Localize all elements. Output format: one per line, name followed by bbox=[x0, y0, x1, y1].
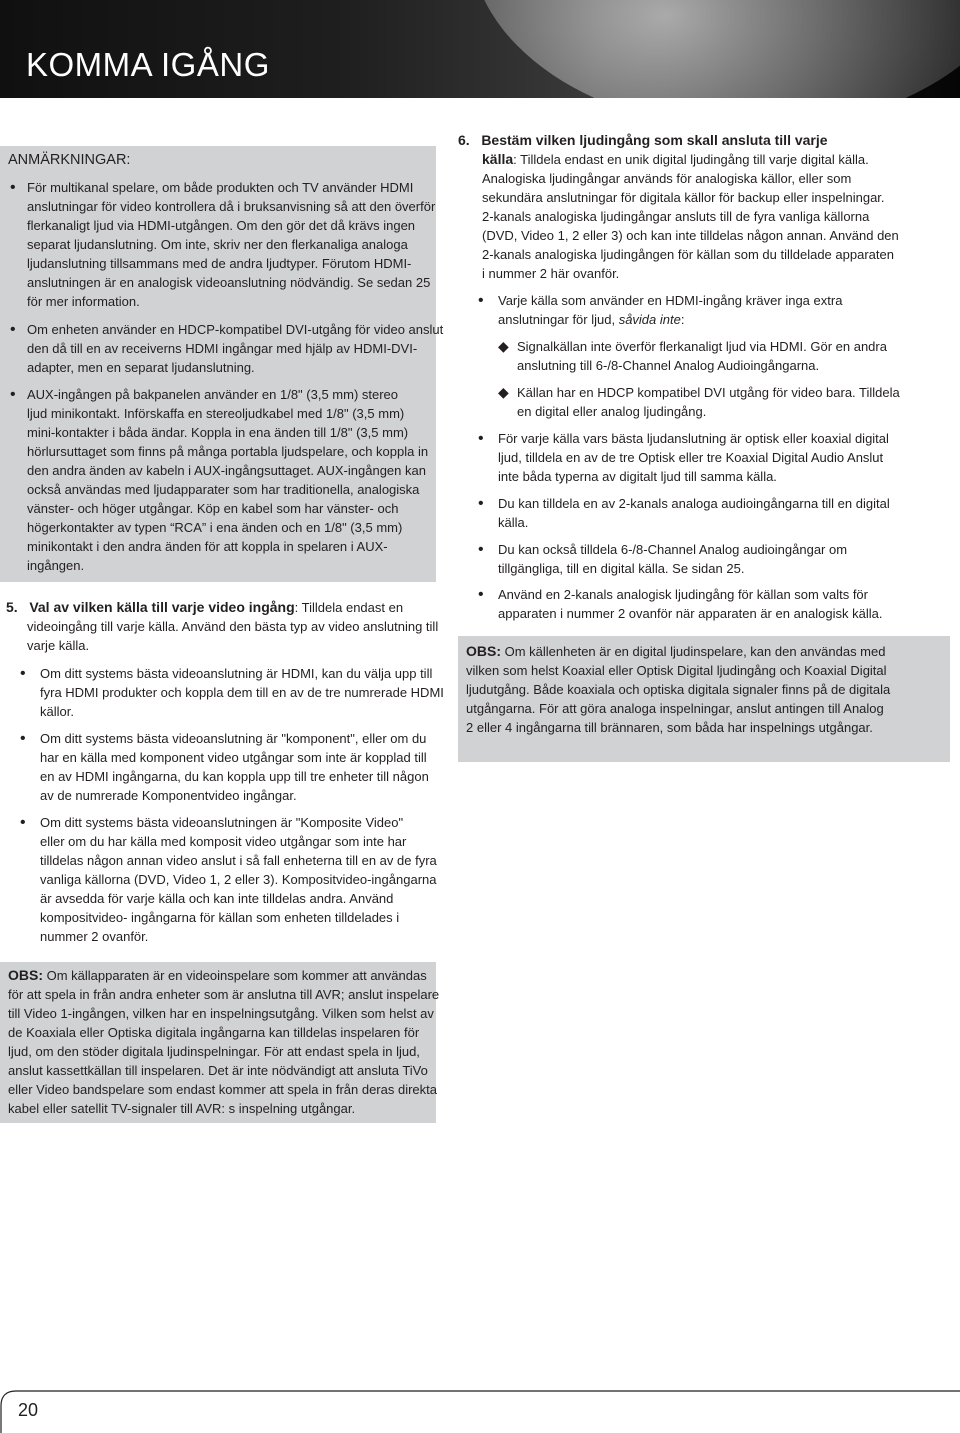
note-line: Om enheten använder en HDCP-kompatibel DVI-utgång för video anslut bbox=[27, 322, 444, 337]
bullet-line: av de numrerade Komponentvideo ingångar. bbox=[40, 788, 297, 803]
step-number: 6. bbox=[458, 132, 470, 148]
bullet-line: Om ditt systems bästa videoanslutningen är "Komposite Video" bbox=[40, 815, 404, 830]
obs-label: OBS: bbox=[466, 643, 501, 659]
bullet-dot: • bbox=[478, 541, 484, 558]
bullet-colon: : bbox=[680, 312, 685, 327]
obs-text: Om källenheten är en digital ljudinspelare, kan den användas med bbox=[501, 644, 886, 659]
bullet-dot: • bbox=[478, 495, 484, 512]
obs-note-line: anslut kassettkällan till inspelaren. Det är inte nödvändigt att ansluta TiVo bbox=[8, 1063, 428, 1078]
step-line: videoingång till varje källa. Använd den bästa typ av video anslutning till bbox=[27, 619, 439, 634]
bullet-line: tilldelas någon annan video anslut i så fall enheterna till en av de fyra bbox=[40, 853, 437, 868]
page-number: 20 bbox=[18, 1400, 39, 1420]
note-line: ljudanslutning tillsammans med de andra ljudtyper. Förutom HDMI- bbox=[27, 256, 412, 271]
bullet-line: apparaten i nummer 2 ovanför när apparaten är en analogisk källa. bbox=[498, 606, 883, 621]
step-line: varje källa. bbox=[27, 638, 90, 653]
note-line: minikontakt i den andra änden för att koppla in spelaren i AUX- bbox=[27, 539, 388, 554]
bullet-line: en av HDMI ingångarna, du kan koppla upp till tre enheter till någon bbox=[40, 769, 429, 784]
sub-bullet-line: Signalkällan inte överför flerkanaligt ljud via HDMI. Gör en andra bbox=[517, 339, 887, 354]
bullet-line: Om ditt systems bästa videoanslutning är HDMI, kan du välja upp till bbox=[40, 666, 433, 681]
bullet-line: Du kan också tilldela 6-/8-Channel Analog audioingångar om bbox=[498, 542, 848, 557]
note-line: högerkontakter av typen “RCA” i ena änden och en 1/8" (3,5 mm) bbox=[27, 520, 403, 535]
bullet-line: har en källa med komponent video utgångar som inte är kopplad till bbox=[40, 750, 427, 765]
footer-curve bbox=[0, 1390, 960, 1433]
obs-note-line bbox=[8, 966, 427, 985]
sub-bullet-line: en digital eller analog ljudingång. bbox=[517, 404, 707, 419]
note-line: också användas med ljudapparater som har traditionella, analogiska bbox=[27, 482, 420, 497]
bullet-line: nummer 2 ovanför. bbox=[40, 929, 149, 944]
note-line: För multikanal spelare, om både produkten och TV använder HDMI bbox=[27, 180, 414, 195]
notes-heading: ANMÄRKNINGAR: bbox=[8, 152, 131, 168]
bullet-dot: • bbox=[20, 730, 26, 747]
note-line: AUX-ingången på bakpanelen använder en 1/8" (3,5 mm) stereo bbox=[27, 387, 399, 402]
obs-note-line: utgångarna. För att göra analoga inspelningar, anslut antingen till Analog bbox=[466, 701, 884, 716]
note-line: den då till en av receiverns HDMI ingångar med hjälp av HDMI-DVI- bbox=[27, 341, 418, 356]
diamond-bullet-icon: ◆ bbox=[498, 384, 509, 400]
bullet-line: Använd en 2-kanals analogisk ljudingång för källan som valts för bbox=[498, 587, 868, 602]
obs-note-line: ljudutgång. Både koaxiala och optiska digitala signaler finns på de digitala bbox=[466, 682, 891, 697]
step-line: (DVD, Video 1, 2 eller 3) och kan inte tilldelas någon annan. Använd den bbox=[482, 228, 899, 243]
obs-note-line bbox=[466, 642, 885, 661]
note-line: vänster- och höger utgångar. Köp en kabel som har vänster- och bbox=[27, 501, 399, 516]
note-line: adapter, men en separat ljudanslutning. bbox=[27, 360, 255, 375]
step-rest: : Tilldela endast en unik digital ljudingång till varje digital källa. bbox=[513, 152, 869, 167]
speaker-graphic bbox=[470, 0, 960, 98]
bullet-line: tillgängliga, till en digital källa. Se sidan 25. bbox=[498, 561, 745, 576]
obs-note-line: vilken som helst Koaxial eller Optisk Digital ljudingång och Koaxial Digital bbox=[466, 663, 887, 678]
page-title: KOMMA IGÅNG bbox=[26, 46, 270, 83]
bullet-dot: • bbox=[10, 179, 16, 196]
bullet-line: eller om du har källa med komposit video utgångar som inte har bbox=[40, 834, 407, 849]
bullet-line bbox=[498, 310, 684, 329]
step-line bbox=[482, 150, 869, 169]
step-line: i nummer 2 här ovanför. bbox=[482, 266, 620, 281]
bullet-line: inte båda typerna av digitalt ljud till samma källa. bbox=[498, 469, 777, 484]
obs-note-line: ljud, om den stöder digitala ljudinspelningar. För att endast spela in ljud, bbox=[8, 1044, 420, 1059]
obs-note-line: för att spela in från andra enheter som är anslutna till AVR; anslut inspelare bbox=[8, 987, 440, 1002]
step-line: 2-kanals analogiska ljudingångar ansluts till de fyra vanliga källorna bbox=[482, 209, 870, 224]
step-rest: : Tilldela endast en bbox=[294, 600, 404, 615]
obs-note-line: 2 eller 4 ingångarna till brännaren, som båda har inspelnings utgångar. bbox=[466, 720, 873, 735]
step-title: Val av vilken källa till varje video ingång bbox=[29, 599, 295, 615]
bullet-italic: såvida inte bbox=[615, 312, 681, 327]
step-number: 5. bbox=[6, 599, 18, 615]
step-title-cont: källa bbox=[482, 151, 514, 167]
bullet-line: ljud, tilldela en av de tre Optisk eller tre Koaxial Digital Audio Anslut bbox=[498, 450, 884, 465]
obs-label: OBS: bbox=[8, 967, 43, 983]
obs-text: Om källapparaten är en videoinspelare som kommer att användas bbox=[43, 968, 427, 983]
step-6-heading bbox=[458, 131, 828, 150]
bullet-dot: • bbox=[478, 430, 484, 447]
note-line: ingången. bbox=[27, 558, 85, 573]
step-line: 2-kanals analogiska ljudingången för källan som du tilldelade apparaten bbox=[482, 247, 894, 262]
obs-note-line: de Koaxiala eller Optiska digitala ingångarna kan tilldelas inspelaren för bbox=[8, 1025, 420, 1040]
bullet-dot: • bbox=[478, 292, 484, 309]
bullet-line: källor. bbox=[40, 704, 74, 719]
page-footer bbox=[0, 1390, 960, 1433]
step-5-heading bbox=[6, 598, 403, 617]
diamond-bullet-icon: ◆ bbox=[498, 338, 509, 354]
bullet-line: vanliga källorna (DVD, Video 1, 2 eller 3). Kompositvideo-ingångarna bbox=[40, 872, 437, 887]
bullet-line: Du kan tilldela en av 2-kanals analoga audioingångarna till en digital bbox=[498, 496, 890, 511]
note-line: mini-kontakter i båda ändar. Koppla in ena änden till 1/8" (3,5 mm) bbox=[27, 425, 409, 440]
step-title: Bestäm vilken ljudingång som skall ansluta till varje bbox=[481, 132, 828, 148]
bullet-line: källa. bbox=[498, 515, 529, 530]
note-line: för mer information. bbox=[27, 294, 140, 309]
bullet-line: fyra HDMI produkter och koppla dem till en av de tre numrerade HDMI bbox=[40, 685, 444, 700]
page-header bbox=[0, 0, 960, 98]
note-line: flerkanaligt ljud via HDMI-utgången. Om den gör det då krävs ingen bbox=[27, 218, 416, 233]
note-line: hörlursuttaget som finns på många portabla ljudspelare, och koppla in bbox=[27, 444, 429, 459]
obs-note-line: kabel eller satellit TV-signaler till AVR: s inspelning utgångar. bbox=[8, 1101, 356, 1116]
obs-note-line: till Video 1-ingången, vilken har en inspelningsutgång. Vilken som helst av bbox=[8, 1006, 434, 1021]
bullet-line: kompositvideo- ingångarna för källan som enheten tilldelades i bbox=[40, 910, 400, 925]
step-line: Analogiska ljudingångar används för analogiska källor, eller som bbox=[482, 171, 852, 186]
note-line: anslutningar för video kontrollera då i bruksanvisning så att den överför bbox=[27, 199, 436, 214]
bullet-dot: • bbox=[478, 586, 484, 603]
step-line: sekundära anslutningar för digitala källor för backup eller inspelningar. bbox=[482, 190, 885, 205]
bullet-dot: • bbox=[10, 321, 16, 338]
sub-bullet-line: Källan har en HDCP kompatibel DVI utgång för video bara. Tilldela bbox=[517, 385, 900, 400]
bullet-dot: • bbox=[20, 665, 26, 682]
obs-note-line: eller Video bandspelare som endast kommer att spela in från deras direkta bbox=[8, 1082, 437, 1097]
bullet-text: anslutningar för ljud, bbox=[498, 312, 616, 327]
note-line: ljud minikontakt. Införskaffa en stereoljudkabel med 1/8" (3,5 mm) bbox=[27, 406, 405, 421]
bullet-line: är avsedda för varje källa och kan inte tilldelas andra. Använd bbox=[40, 891, 394, 906]
note-line: separat ljudanslutning. Om inte, skriv ner den flerkanaliga analoga bbox=[27, 237, 408, 252]
bullet-dot: • bbox=[20, 814, 26, 831]
bullet-line: Om ditt systems bästa videoanslutning är "komponent", eller om du bbox=[40, 731, 427, 746]
bullet-dot: • bbox=[10, 386, 16, 403]
note-line: anslutningen är en analogisk videoanslutning nödvändig. Se sedan 25 bbox=[27, 275, 431, 290]
bullet-line: För varje källa vars bästa ljudanslutning är optisk eller koaxial digital bbox=[498, 431, 889, 446]
note-line: den andra änden av kabeln i AUX-ingångsuttaget. AUX-ingången kan bbox=[27, 463, 426, 478]
sub-bullet-line: anslutning till 6-/8-Channel Analog Audioingångarna. bbox=[517, 358, 820, 373]
bullet-line: Varje källa som använder en HDMI-ingång kräver inga extra bbox=[498, 293, 843, 308]
